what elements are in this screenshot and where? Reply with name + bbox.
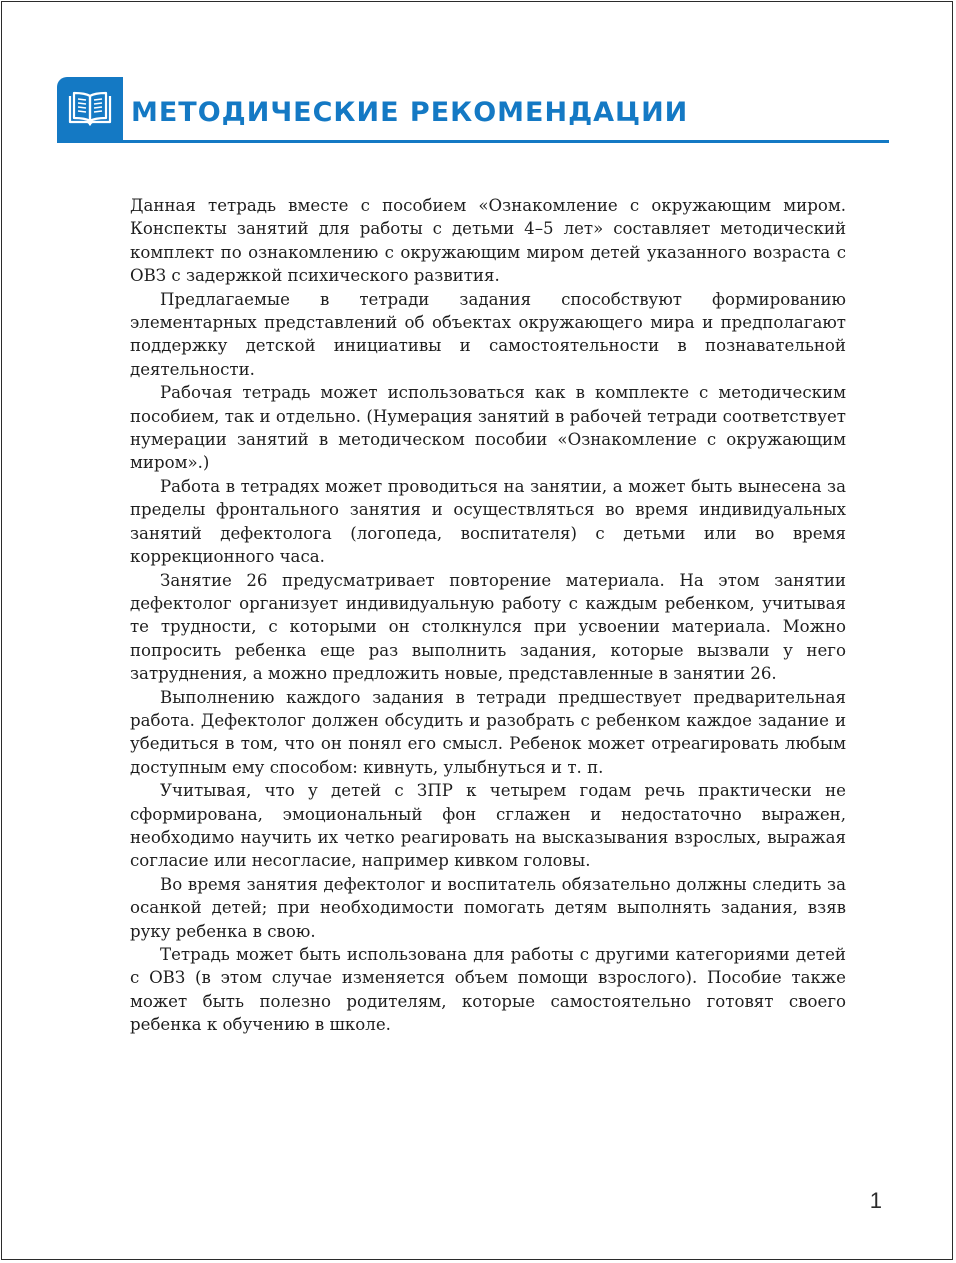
page-number: 1 [869, 1188, 882, 1213]
header-icon-block [57, 77, 123, 142]
paragraph-preparation: Выполнению каждого задания в тетради предшествует предварительная работа. Дефектолог должен обсудить и разобрать с ребенком каждое задание и убедиться в том, что он понял его смысл. Ребенок может отреагировать любым доступным ему способом: кивнуть, улыбнуться и т. п. [130, 687, 846, 777]
paragraph-speech: Учитывая, что у детей с ЗПР к четырем годам речь практически не сформирована, эмоциональный фон сглажен и недостаточно выражен, необходимо научить их четко реагировать на высказывания взрослых, выражая согласие или несогласие, например кивком головы. [130, 781, 846, 871]
section-header [57, 77, 889, 145]
header-rule [57, 140, 889, 143]
paragraph-tasks: Предлагаемые в тетради задания способствуют формированию элементарных представлений об объектах окружающего мира и предполагают поддержку детской инициативы и самостоятельности в познавательной деятельности. [130, 289, 846, 379]
paragraph-intro: Данная тетрадь вместе с пособием «Ознакомление с окружающим миром. Конспекты занятий для работы с детьми 4–5 лет» составляет методический комплект по ознакомлению с окружающим миром детей указанного возраста с ОВЗ с задержкой психического развития. [130, 196, 846, 286]
paragraph-other-categories: Тетрадь может быть использована для работы с другими категориями детей с ОВЗ (в этом случае изменяется объем помощи взрослого). Пособие также может быть полезно родителям, которые самостоятельно готовят своего ребенка к обучению в школе. [130, 945, 846, 1035]
paragraph-posture: Во время занятия дефектолог и воспитатель обязательно должны следить за осанкой детей; при необходимости помогать детям выполнять задания, взяв руку ребенка в свою. [130, 874, 846, 941]
page-title: МЕТОДИЧЕСКИЕ РЕКОМЕНДАЦИИ [131, 97, 689, 128]
document-page [1, 1, 953, 1260]
paragraph-work-format: Работа в тетрадях может проводиться на занятии, а может быть вынесена за пределы фронтального занятия и осуществляться во время индивидуальных занятий дефектолога (логопеда, воспитателя) с детьми или во время коррекционного часа. [130, 476, 846, 567]
open-book-icon [67, 91, 113, 127]
paragraph-lesson-26: Занятие 26 предусматривает повторение материала. На этом занятии дефектолог организует индивидуальную работу с каждым ребенком, учитывая те трудности, с которыми он столкнулся при усвоении материала. Можно попросить ребенка еще раз выполнить задания, которые вызвали у него затруднения, а можно предложить новые, представленные в занятии 26. [130, 570, 846, 684]
body-text [130, 194, 846, 1037]
paragraph-usage: Рабочая тетрадь может использоваться как в комплекте с методическим пособием, так и отдельно. (Нумерация занятий в рабочей тетради соответствует нумерации занятий в методическом пособии «Ознакомление с окружающим миром».) [130, 383, 846, 473]
